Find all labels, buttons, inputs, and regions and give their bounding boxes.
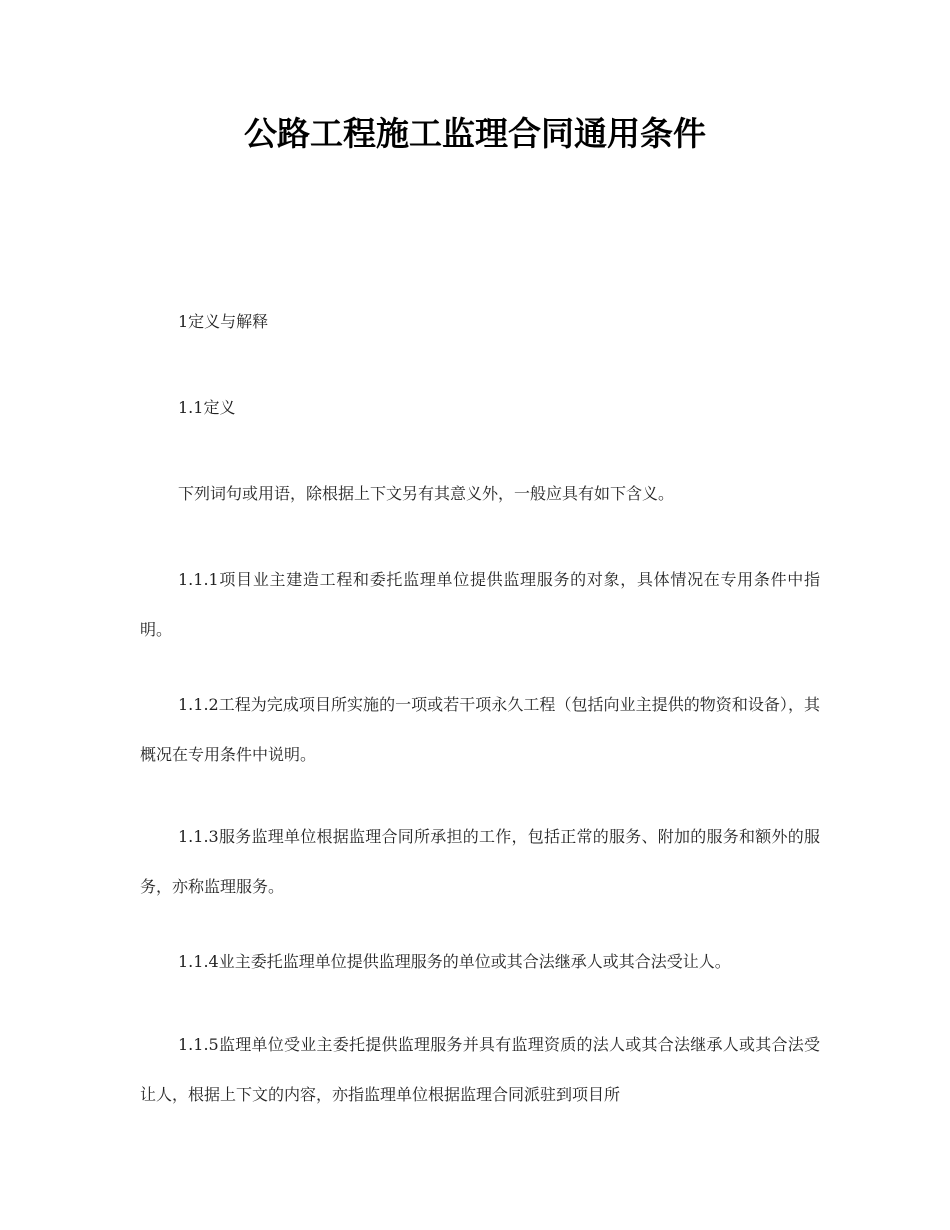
clause-1-1-1: 1.1.1项目业主建造工程和委托监理单位提供监理服务的对象，具体情况在专用条件中指明。 [140,570,820,639]
subsection-heading: 1.1定义 [178,398,236,417]
clause-1-1-5: 1.1.5监理单位受业主委托提供监理服务并具有监理资质的法人或其合法继承人或其合法受让人，根据上下文的内容，亦指监理单位根据监理合同派驻到项目所 [140,1035,820,1104]
document-title: 公路工程施工监理合同通用条件 [244,114,706,153]
section-heading: 1定义与解释 [178,312,269,331]
clause-1-1-4: 1.1.4业主委托监理单位提供监理服务的单位或其合法继承人或其合法受让人。 [178,952,731,971]
clause-1-1-2: 1.1.2工程为完成项目所实施的一项或若干项永久工程（包括向业主提供的物资和设备），其概况在专用条件中说明。 [140,695,820,764]
intro-paragraph: 下列词句或用语，除根据上下文另有其意义外，一般应具有如下含义。 [178,484,675,503]
clause-1-1-3: 1.1.3服务监理单位根据监理合同所承担的工作，包括正常的服务、附加的服务和额外的服务，亦称监理服务。 [140,827,820,896]
